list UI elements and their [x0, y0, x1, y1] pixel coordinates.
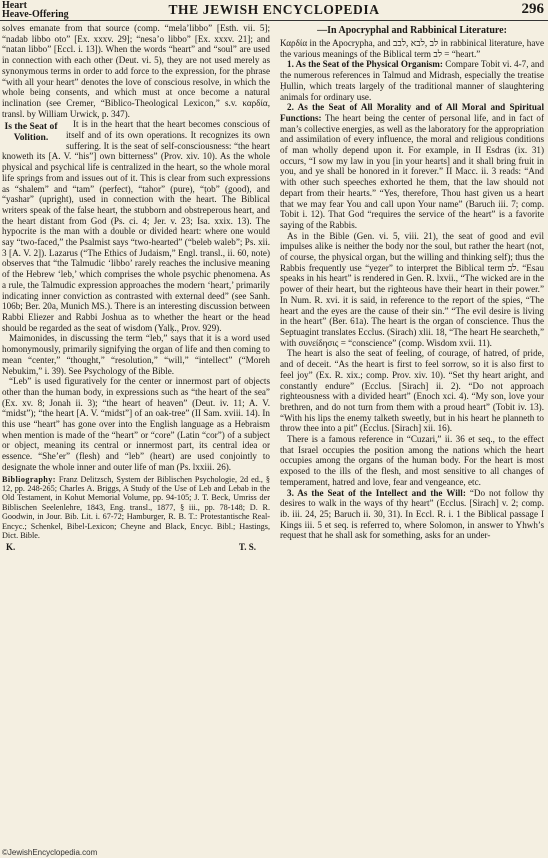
- subheading-intellect: 3. As the Seat of the Intellect and the Will:: [287, 487, 466, 498]
- paragraph-good-evil-impulses: As in the Bible (Gen. vi. 5, viii. 21), the seat of good and evil impulses alike is neither the body nor the soul, but rather the heart (not, of course, the physical organ, but the willing and thinking self); thus the Rabbis frequently use “yeẓer” to interpret the Biblical term לב. “Esau speaks in his heart” is rendered in Gen. R. lxvii., “The wicked are in the power of their heart, but the righteous have their heart in their power.” In Num. R. xvi. it is said, in reference to the report of the spies, “The heart and the eyes are the cause of their sin.” “The evil desire is living in the heart” (Ber. 61a). The heart is the organ of conscience. Thus the Septuagint translates Ecclus. (Sirach) xlii. 18, “The heart He searcheth,” with συνείδησις = “conscience” (comp. Wisdom xvii. 11).: [280, 230, 544, 348]
- paragraph-intellect-will: [280, 488, 544, 542]
- bibliography-label: Bibliography:: [2, 474, 56, 484]
- text-physical: Compare Tobit vi. 4-7, and the numerous references in Talmud and Midrash, especially the treatise Ḥullin, which treats largely of the traditional manner of slaughtering animals for ordinary use.: [280, 59, 545, 102]
- bibliography: [2, 475, 270, 541]
- paragraph-maimonides: Maimonides, in discussing the term “leb,” says that it is a word used homonymously, primarily signifying the organ of life and then coming to mean “center,” “thought,” “resolution,” “will,” “intellect” (“Moreh Nebukim,” i. 39). See Psychology of the Bible.: [2, 333, 270, 376]
- paragraph-apocrypha-intro: Καρδία in the Apocrypha, and לב ,לבא ,לבב in rabbinical literature, have the various meanings of the Biblical term לב = “heart.”: [280, 38, 544, 59]
- paragraph-figurative-use: “Leb” is used figuratively for the center or innermost part of objects other than the human body, in expressions such as “the heart of the sea” (Ex. xv. 8; Jonah ii. 3); “the heart of heaven” (Deut. iv. 11; A. V. “midst”); “the heart [A. V. “midst”] of an oak-tree” (II Sam. xviii. 14). In this use “heart” has gone over into the English language as a Hebraism when mention is made of the “heart” or “core” (Latin “cor”) of a subject or object, meaning its central or innermost part, its central idea or essence. “She’er” (flesh) and “leb” (heart) are used conjointly to designate the whole inner and outer life of man (Ps. lxxiii. 26).: [2, 376, 270, 472]
- running-head-top: Heart: [2, 0, 27, 11]
- paragraph-cuzari: There is a famous reference in “Cuzari,” ii. 36 et seq., to the effect that Israel occupies the position among the nations which the heart occupies among the organs of the human body. For the heart is most exposed to the ills of the flesh, and most sensitive to all changes of temperament, hatred and love, fear and vengeance, etc.: [280, 434, 544, 487]
- left-column: [2, 23, 270, 553]
- subheading-physical: 1. As the Seat of the Physical Organism:: [287, 59, 443, 70]
- author-signatures: [6, 542, 256, 553]
- paragraph-feeling: The heart is also the seat of feeling, of courage, of hatred, of pride, and of deceit. “As the heart is first to feel sorrow, so it is also first to feel joy” (Ex. R. xix.; comp. Prov. xiv. 10). “Set thy heart aright, and constantly endure” (Ecclus. [Sirach] ii. 2). “Do not approach righteousness with a divided heart” (Enoch xci. 4). “My son, love your brethren, and do not turn from them with a proud heart” (Tobit iv. 13). “With his lips the enemy talketh sweetly, but in his heart he planneth to throw thee into a pit” (Ecclus. [Sirach] xii. 16).: [280, 348, 544, 434]
- paragraph-volition-intro: solves emanate from that source (comp. “mela’libbo” [Esth. vii. 5]; “nadab libbo oto” [Ex. xxxv. 29]; “nesa’o libbo” [Ex. xxxv. 21]; and “natan libbo” [Eccl. i. 13]). When the words “heart” and “soul” are used in connection with each other (Deut. vi. 5), they are not used merely as synonymous terms in order to add force to the expression, for the phrase “with all your heart” denotes the love of conscious resolve, in which the whole being consents, and which must at once become a natural inclination (see Cremer, “Biblico-Theological Lexicon,” s.v. καρδία, transl. by William Urwick, p. 347).: [2, 23, 270, 119]
- signature-right: T. S.: [238, 542, 256, 553]
- subheading-morality: 2. As the Seat of All Morality and of All Moral and Spiritual Functions:: [280, 102, 544, 123]
- text-morality: The heart being the center of personal life, and in fact of man’s collective energies, as well as the laboratory for the appropriation and assimilation of every influence, the moral and religious conditions of man wholly depend upon it. For example, in II Esdras (ix. 31) occurs, “I sow my law in you [in your hearts] and it shall bring fruit in you, and ye shall be honored in it forever.” II Macc. ii. 3 reads: “And with other such speeches exhorted he them, that the law should not depart from their hearts.” “Yes, therefore, Thou hast given us a heart that we may fear You and call upon Your name” (Baruch iii. 7; comp. Tobit i. 12). That God “requires the service of the heart” is a favorite saying of the Rabbis.: [280, 112, 544, 230]
- header-rule: [0, 20, 548, 21]
- text-intellect: “Do not follow thy desires to walk in the ways of thy heart” (Ecclus. [Sirach] v. 2; comp. ib. iii. 24, 25; Baruch ii. 30, 31). In Eccl. R. i. 1 the Biblical passage I Kings iii. 5 et seq. is referred to, where Solomon, in answer to Yhwh’s request that he shall ask for something, asks for an under-: [280, 487, 545, 541]
- running-head-bottom: Heave-Offering: [2, 9, 69, 20]
- side-heading-volition: Is the Seat of Volition.: [4, 121, 58, 143]
- right-column: [280, 23, 544, 541]
- copyright-footer: ©JewishEncyclopedia.com: [2, 848, 98, 857]
- page-header: [0, 0, 548, 22]
- bibliography-text: Franz Delitzsch, System der Biblischen Psychologie, 2d ed., § 12, pp. 248-265; Charles A. Briggs, A Study of the Use of Leb and Lebab in the Old Testament, in Kohut Memorial Volume, pp. 94-105; J. T. Beck, Umriss der Biblischen Seelenlehre, 1843, Eng. transl., 1877, § iii., pp. 78-148; D. R. Goodwin, in Jour. Bib. Lit. i. 67-72; Hamburger, R. B. T.: Protestantische Real-Encyc.; Schenkel, Bibel-Lexicon; Cheyne and Black, Encyc. Bibl.; Hastings, Dict. Bible.: [2, 474, 271, 540]
- paragraph-morality: [280, 102, 544, 230]
- paragraph-physical-organism: [280, 59, 544, 102]
- signature-left: K.: [6, 542, 16, 553]
- publication-title: THE JEWISH ENCYCLOPEDIA: [168, 2, 380, 17]
- section-title-apocryphal: —In Apocryphal and Rabbinical Literature:: [317, 25, 507, 36]
- paragraph-self-consciousness: It is in the heart that the heart becomes conscious of itself and of its own operations. It recognizes its own suffering. It is the seat of self-consciousness: “the heart knoweth its [A. V. “his”] own bitterness” (Prov. xiv. 10). As the whole physical and psychical life is centralized in the heart, so the whole moral life springs from and issues out of it. This is clear from such expressions as “shalem” and “tam” (perfect), “tahor” (pure), “ṭob” (good), and “yashar” (upright), used in connection with the heart. The Biblical writers speak of the false heart, the stubborn and obstreperous heart, and the heart distant from God (Ps. ci. 4; Jer. v. 23; Isa. xxix. 13). The hypocrite is the man with a double or divided heart: where one would say “two-faced,” the Psalmist says “two-hearted” (“beleb waleb”; Ps. xii. 3 [A. V. 2]). Lazarus (“The Ethics of Judaism,” Engl. transl., ii. 60, note) observes that “the Talmudic ‘libbo’ rarely reaches the inclusive meaning of the Hebrew ‘leb,’ which comprises the whole psychic phenomena. As a rule, the Talmudic expression approaches the modern ‘heart,’ primarily indicating inner conviction as contrasted with external deed” (see Sanh. 106b; Ber. 20a, Munich MS.). There is an interesting discussion between Rabbi Eliezer and Rabbi Joshua as to whether the heart or the head should be regarded as the seat of wisdom (Yalḳ., Prov. 929).: [2, 119, 270, 333]
- page-number: 296: [521, 1, 544, 17]
